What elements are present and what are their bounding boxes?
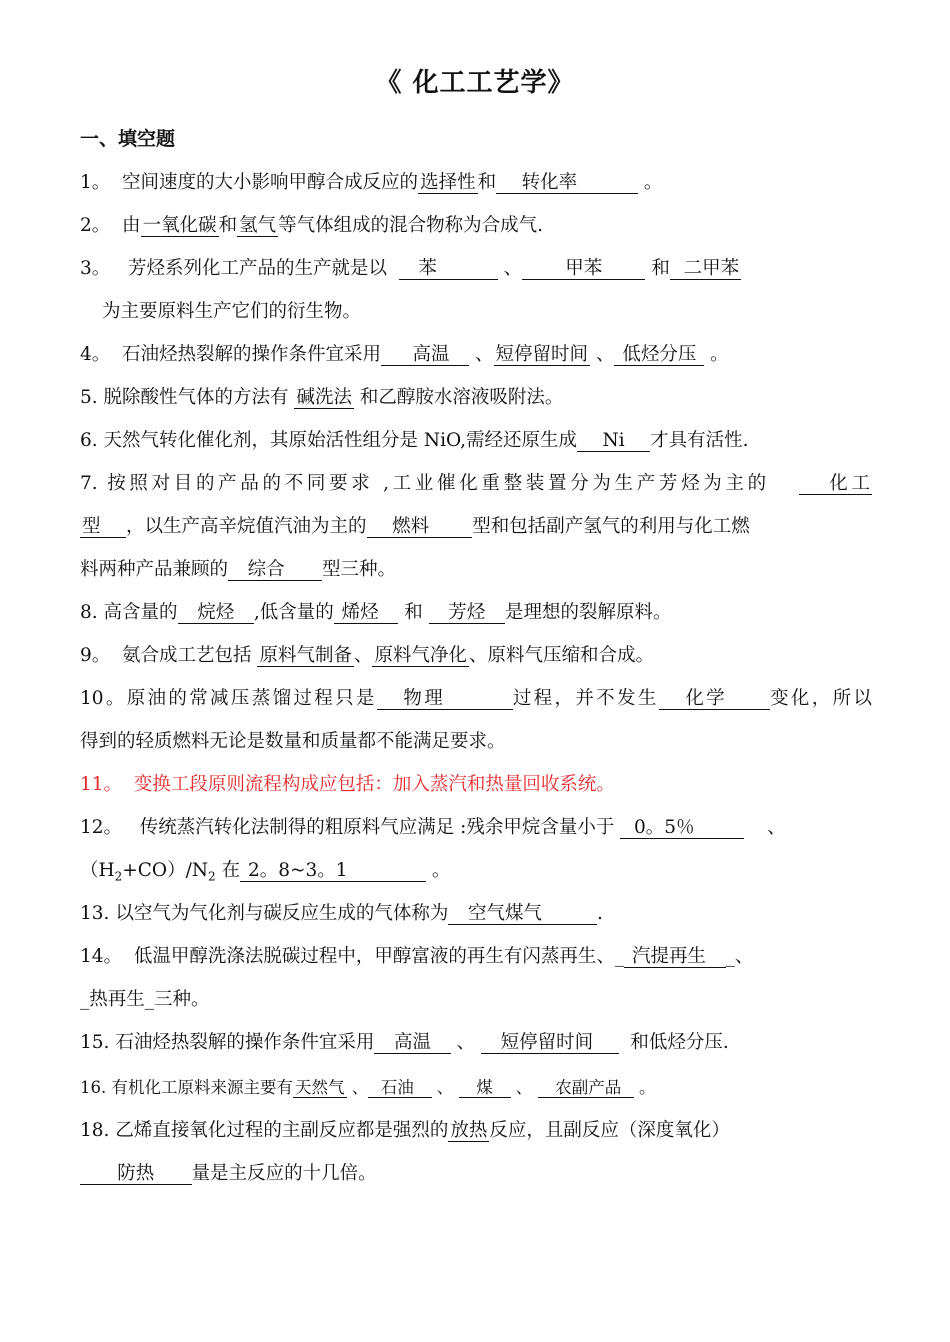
answer-blank: 氢气 xyxy=(239,215,277,236)
question-12-line-2: $(H_2+CO)/N_2$ 在 2。8~3。1 。 xyxy=(80,860,451,884)
answer-blank: 高温 xyxy=(374,1032,450,1054)
answer-blank: 短停留时间 xyxy=(481,1032,619,1054)
answer-blank: 甲苯 xyxy=(522,258,645,280)
answer-blank: 综合 xyxy=(228,559,322,581)
answer-blank: 低烃分压 xyxy=(614,344,704,366)
answer-blank: 燃料 xyxy=(367,516,473,538)
answer-blank: 农副产品 xyxy=(538,1078,634,1098)
answer-blank: 石油 xyxy=(368,1078,431,1098)
answer-blank: 空气煤气 xyxy=(448,903,597,925)
answer-blank: 汽提再生 xyxy=(624,946,726,968)
answer-blank: 选择性 xyxy=(420,172,476,193)
question-3: 3。 芳烃系列化工产品的生产就是以 苯 、 甲苯 和 二甲苯 xyxy=(80,258,740,279)
answer-blank: 一氧化碳 xyxy=(142,215,217,236)
question-10-continued: 得到的轻质燃料无论是数量和质量都不能满足要求。 xyxy=(80,731,506,752)
question-8: 8. 高含量的 烷烃 ,低含量的 烯烃 和 芳烃 是理想的裂解原料。 xyxy=(80,602,672,623)
question-2: 2。 由 一氧化碳 和 氢气 等气体组成的混合物称为合成气. xyxy=(80,215,543,236)
section-heading: 一、填空题 xyxy=(80,128,176,150)
question-13: 13. 以空气为气化剂与碳反应生成的气体称为 空气煤气 . xyxy=(80,903,603,924)
question-3-continued: 为主要原料生产它们的衍生物。 xyxy=(102,301,362,322)
question-7-line-2: 型 ，以生产高辛烷值汽油为主的 燃料 型和包括副产氢气的利用与化工燃 xyxy=(82,516,750,537)
question-14: 14。 低温甲醇洗涤法脱碳过程中，甲醇富液的再生有闪蒸再生、_ 汽提再生 _、 xyxy=(80,946,754,967)
question-12: 12。 传统蒸汽转化法制得的粗原料气应满足 :残余甲烷含量小于 0。5％ 、 xyxy=(80,817,786,838)
answer-blank: 化工 xyxy=(799,473,872,495)
answer-blank: 防热 xyxy=(80,1163,192,1185)
answer-blank: 高温 xyxy=(381,344,469,366)
answer-blank: 烯烃 xyxy=(334,602,399,624)
question-1: 1。 空间速度的大小影响甲醇合成反应的 选择性 和 转化率 。 xyxy=(80,172,663,193)
question-5: 5. 脱除酸性气体的方法有 碱洗法 和乙醇胺水溶液吸附法。 xyxy=(80,387,564,408)
answer-blank: 原料气净化 xyxy=(374,645,467,666)
question-6: 6. 天然气转化催化剂，其原始活性组分是 NiO,需经还原生成 Ni 才具有活性. xyxy=(80,430,749,451)
answer-blank: 0。5％ xyxy=(620,817,743,839)
answer-blank: 二甲苯 xyxy=(670,258,741,280)
answer-blank: 煤 xyxy=(459,1078,511,1098)
answer-blank: 2。8~3。1 xyxy=(240,860,426,882)
question-7-line-3: 料两种产品兼顾的 综合 型三种。 xyxy=(80,559,396,580)
question-11: 11。 变换工段原则流程构成应包括：加入蒸汽和热量回收系统。 xyxy=(80,774,615,795)
question-16: 16. 有机化工原料来源主要有 天然气 、 石油 、 煤 、 农副产品 。 xyxy=(80,1078,656,1097)
question-14-continued: _热再生_三种。 xyxy=(80,989,210,1010)
answer-blank: 转化率 xyxy=(496,172,638,194)
answer-blank: 芳烃 xyxy=(429,602,505,624)
question-15: 15. 石油烃热裂解的操作条件宜采用 高温 、 短停留时间 和低烃分压. xyxy=(80,1032,729,1053)
question-18-continued: 防热 量是主反应的十几倍。 xyxy=(80,1160,872,1188)
answer-blank: 化学 xyxy=(659,688,770,710)
question-10: 10。原油的常减压蒸馏过程只是 物理 过程，并不发生 化学 变化，所以 xyxy=(80,688,872,709)
question-4: 4。 石油烃热裂解的操作条件宜采用 高温 、 短停留时间 、 低烃分压 。 xyxy=(80,344,729,365)
answer-blank: 苯 xyxy=(399,258,498,280)
answer-blank: 物理 xyxy=(377,688,513,710)
answer-blank: 型 xyxy=(80,516,126,538)
answer-blank: 烷烃 xyxy=(178,602,254,624)
answer-blank: 天然气 xyxy=(295,1078,345,1097)
answer-blank: 短停留时间 xyxy=(495,344,589,365)
document-title: 《 化工工艺学》 xyxy=(375,68,575,98)
question-18: 18. 乙烯直接氧化过程的主副反应都是强烈的 放热 反应，且副反应（深度氧化） xyxy=(80,1120,730,1141)
answer-blank: 原料气制备 xyxy=(259,645,352,666)
answer-blank: Ni xyxy=(577,430,650,452)
answer-blank: 碱洗法 xyxy=(296,387,352,408)
question-9: 9。 氨合成工艺包括 原料气制备 、 原料气净化 、原料气压缩和合成。 xyxy=(80,645,655,666)
question-7: 7. 按照对目的产品的不同要求 ,工业催化重整装置分为生产芳烃为主的 化工 xyxy=(80,473,870,494)
answer-blank: 放热 xyxy=(450,1120,488,1141)
